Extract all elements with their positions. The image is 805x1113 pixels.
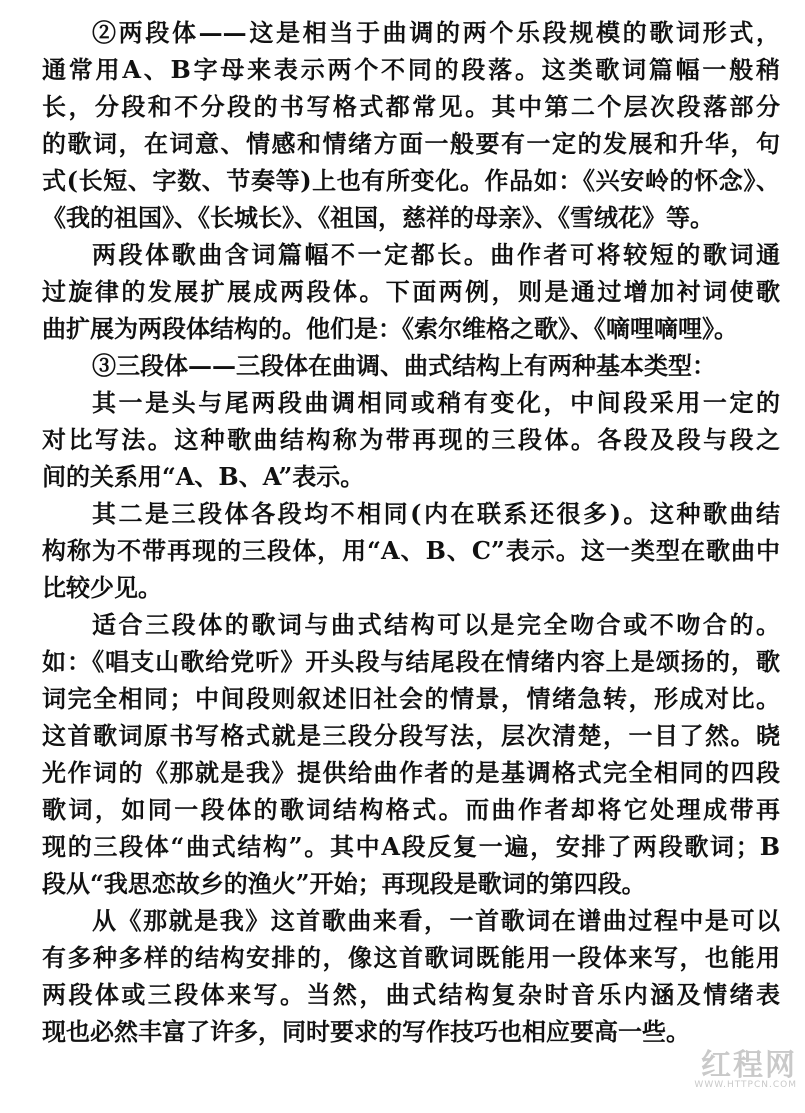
paragraph	[42, 495, 780, 606]
text-line: 适合三段体的歌词与曲式结构可以是完全吻合或不吻合的。	[92, 610, 780, 639]
watermark-url: WWW.HTTPCN.COM	[694, 1080, 797, 1090]
text-line: 词完全相同；中间段则叙述旧社会的情景，情绪急转，形成对比。	[42, 684, 780, 713]
text-line: 两段体或三段体来写。当然，曲式结构复杂时音乐内涵及情绪表	[42, 980, 780, 1009]
text-line: 比较少见。	[42, 573, 162, 602]
text-line: 两段体歌曲含词篇幅不一定都长。曲作者可将较短的歌词通	[92, 240, 780, 269]
paragraph	[42, 347, 780, 384]
paragraph	[42, 14, 780, 236]
text-line: 段从“我思恋故乡的渔火”开始；再现段是歌词的第四段。	[42, 869, 646, 898]
watermark-logo	[694, 1040, 797, 1090]
text-line: ③三段体——三段体在曲调、曲式结构上有两种基本类型：	[92, 351, 716, 380]
text-line: ②两段体——这是相当于曲调的两个乐段规模的歌词形式，	[92, 18, 780, 47]
text-line: 通常用A、B字母来表示两个不同的段落。这类歌词篇幅一般稍	[42, 55, 780, 84]
paragraph	[42, 606, 780, 902]
text-line: 现也必然丰富了许多，同时要求的写作技巧也相应要高一些。	[42, 1017, 690, 1046]
text-line: 现的三段体“曲式结构”。其中A段反复一遍，安排了两段歌词；B	[42, 832, 780, 861]
text-line: 这首歌词原书写格式就是三段分段写法，层次清楚，一目了然。晓	[42, 721, 780, 750]
text-line: 长，分段和不分段的书写格式都常见。其中第二个层次段落部分	[42, 92, 780, 121]
text-line: 过旋律的发展扩展成两段体。下面两例，则是通过增加衬词使歌	[42, 277, 780, 306]
document-body	[42, 14, 780, 1050]
paragraph	[42, 902, 780, 1050]
paragraph	[42, 384, 780, 495]
text-line: 其二是三段体各段均不相同(内在联系还很多)。这种歌曲结	[92, 499, 780, 528]
text-line: 对比写法。这种歌曲结构称为带再现的三段体。各段及段与段之	[42, 425, 780, 454]
text-line: 其一是头与尾两段曲调相同或稍有变化，中间段采用一定的	[92, 388, 780, 417]
paragraph	[42, 236, 780, 347]
text-line: 有多种多样的结构安排的，像这首歌词既能用一段体来写，也能用	[42, 943, 780, 972]
text-line: 光作词的《那就是我》提供给曲作者的是基调格式完全相同的四段	[42, 758, 780, 787]
text-line: 构称为不带再现的三段体，用“A、B、C”表示。这一类型在歌曲中	[42, 536, 780, 565]
watermark-text: 红程网	[701, 1048, 797, 1083]
text-line: 歌词，如同一段体的歌词结构格式。而曲作者却将它处理成带再	[42, 795, 780, 824]
text-line: 如：《唱支山歌给党听》开头段与结尾段在情绪内容上是颂扬的，歌	[42, 647, 780, 676]
text-line: 的歌词，在词意、情感和情绪方面一般要有一定的发展和升华，句	[42, 129, 780, 158]
text-line: 曲扩展为两段体结构的。他们是：《索尔维格之歌》、《嘀哩嘀哩》。	[42, 314, 738, 343]
text-line: 从《那就是我》这首歌曲来看，一首歌词在谱曲过程中是可以	[92, 906, 780, 935]
text-line: 《我的祖国》、《长城长》、《祖国，慈祥的母亲》、《雪绒花》等。	[42, 203, 714, 232]
text-line: 式(长短、字数、节奏等)上也有所变化。作品如：《兴安岭的怀念》、	[42, 166, 780, 195]
text-line: 间的关系用“A、B、A”表示。	[42, 462, 365, 491]
